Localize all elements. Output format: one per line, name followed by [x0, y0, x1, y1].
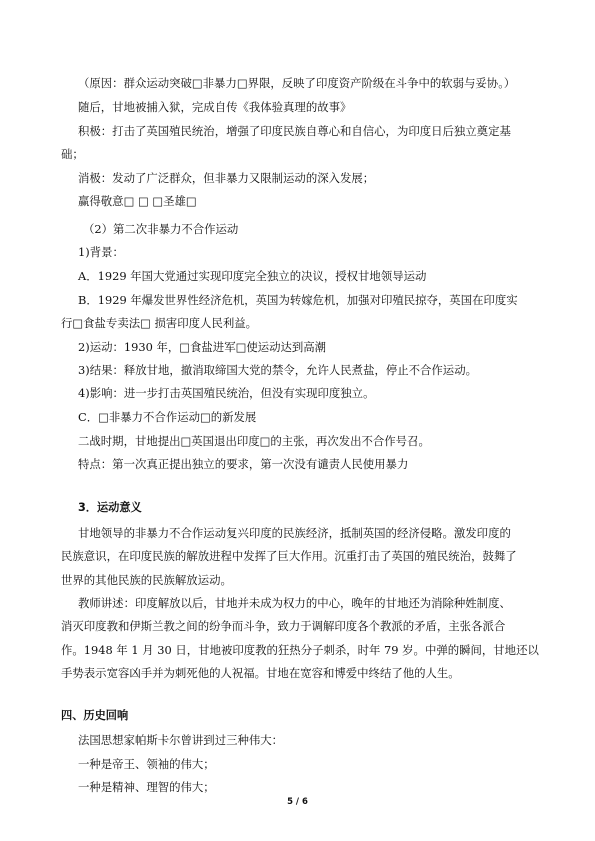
paragraph-teacher-4: 手势表示宽容凶手并为刺死他的人祝福。甘地在宽容和博爱中终结了他的人生。	[61, 666, 460, 680]
paragraph-significance-3: 世界的其他民族的民族解放运动。	[61, 573, 232, 587]
section-heading-echo: 四、历史回响	[61, 709, 129, 722]
paragraph-imprisonment: 随后，甘地被捕入狱，完成自传《我体验真理的故事》	[78, 100, 352, 114]
paragraph-new-development: C．□非暴力不合作运动□的新发展	[78, 410, 257, 424]
paragraph-teacher-1: 教师讲述：印度解放以后，甘地并未成为权力的中心，晚年的甘地还为消除种姓制度、	[78, 596, 511, 610]
paragraph-impact: 4)影响：进一步打击英国殖民统治，但没有实现印度独立。	[78, 386, 375, 400]
paragraph-teacher-3: 作。1948 年 1 月 30 日，甘地被印度教的狂热分子刺杀，时年 79 岁。中弹的瞬间，甘地还以	[61, 643, 539, 657]
paragraph-positive-cont: 础；	[61, 147, 84, 161]
paragraph-background: 1)背景：	[78, 245, 124, 259]
paragraph-teacher-2: 消灭印度教和伊斯兰教之间的纷争而斗争，致力于调解印度各个教派的矛盾，主张各派合	[61, 619, 506, 633]
paragraph-respect: 赢得敬意□ □ □圣雄□	[78, 194, 197, 208]
paragraph-background-a: A．1929 年国大党通过实现印度完全独立的决议，授权甘地领导运动	[78, 269, 427, 283]
paragraph-pascal: 法国思想家帕斯卡尔曾讲到过三种伟大：	[78, 733, 284, 747]
paragraph-movement: 2)运动：1930 年，□食盐进军□使运动达到高潮	[78, 340, 327, 354]
paragraph-significance-2: 民族意识，在印度民族的解放进程中发挥了巨大作用。沉重打击了英国的殖民统治，鼓舞了	[61, 549, 517, 563]
paragraph-background-b-cont: 行□食盐专卖法□ 损害印度人民利益。	[61, 316, 258, 330]
page-number: 5 / 6	[287, 797, 308, 807]
paragraph-significance-1: 甘地领导的非暴力不合作运动复兴印度的民族经济，抵制英国的经济侵略。激发印度的	[78, 526, 511, 540]
paragraph-negative: 消极：发动了广泛群众，但非暴力又限制运动的深入发展；	[78, 171, 375, 185]
section-heading-significance: 3．运动意义	[78, 501, 142, 514]
paragraph-result: 3)结果：释放甘地，撤消取缔国大党的禁令，允许人民煮盐，停止不合作运动。	[78, 363, 477, 377]
paragraph-features: 特点：第一次真正提出独立的要求，第一次没有谴责人民使用暴力	[78, 457, 409, 471]
section-second-movement: （2）第二次非暴力不合作运动	[83, 222, 239, 236]
paragraph-cause: （原因：群众运动突破□非暴力□界限，反映了印度资产阶级在斗争中的软弱与妥协。）	[78, 76, 516, 90]
paragraph-wwii: 二战时期，甘地提出□英国退出印度□的主张，再次发出不合作号召。	[78, 434, 430, 448]
paragraph-positive: 积极：打击了英国殖民统治，增强了印度民族自尊心和自信心，为印度日后独立奠定基	[78, 124, 511, 138]
paragraph-greatness-1: 一种是帝王、领袖的伟大；	[78, 757, 215, 771]
paragraph-background-b: B．1929 年爆发世界性经济危机，英国为转嫁危机，加强对印殖民掠夺，英国在印度实	[78, 293, 518, 307]
paragraph-greatness-2: 一种是精神、理智的伟大；	[78, 780, 215, 794]
